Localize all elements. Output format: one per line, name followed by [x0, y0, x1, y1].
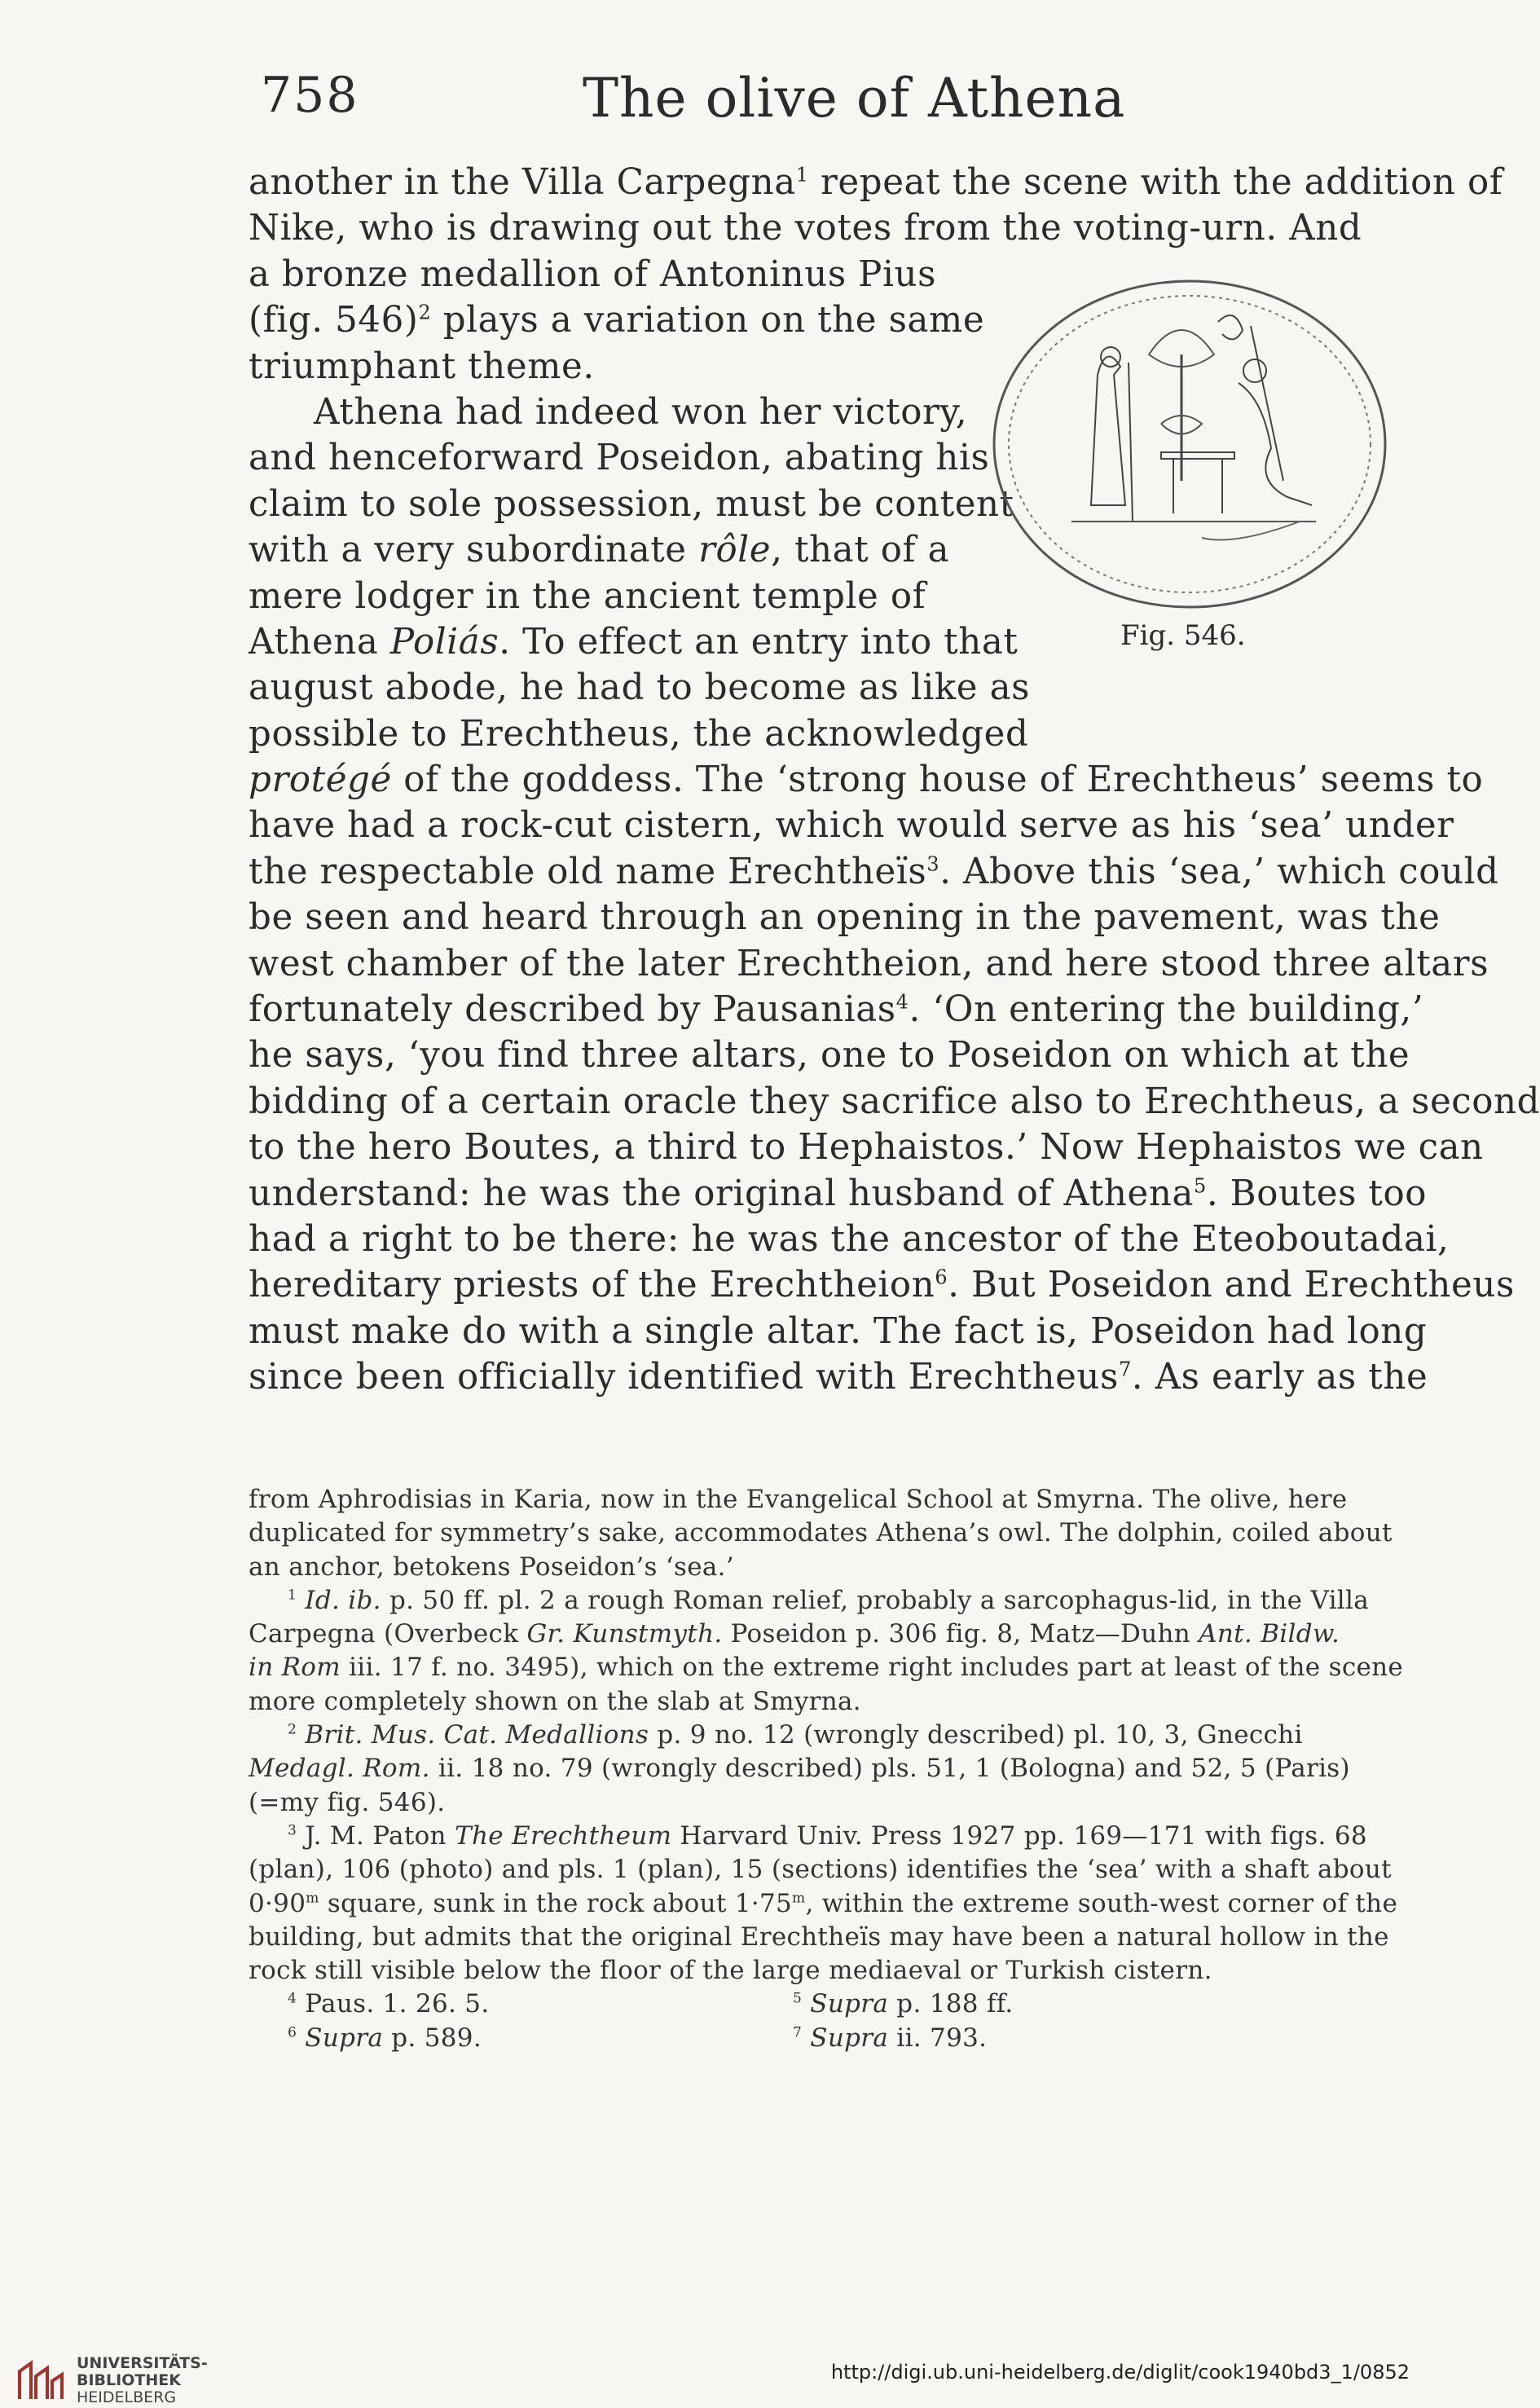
text-line: had a right to be there: he was the ancestor of the Eteoboutadai, — [249, 1218, 1450, 1260]
footnote-line: from Aphrodisias in Karia, now in the Evangelical School at Smyrna. The olive, here — [249, 1485, 1348, 1514]
footnote-6: $^6$ Supra p. 589. — [288, 2023, 482, 2053]
page-header — [261, 67, 1385, 140]
text-line: protégé of the goddess. The ‘strong house of Erechtheus’ seems to — [249, 759, 1484, 801]
library-logo-icon — [16, 2360, 65, 2402]
text-line: the respectable old name Erechtheïs$^3$. Above this ‘sea,’ which could — [249, 851, 1499, 892]
text-line: he says, ‘you find three altars, one to Poseidon on which at the — [249, 1035, 1410, 1076]
footnote-7: $^7$ Supra ii. 793. — [793, 2023, 988, 2053]
text-line: mere lodger in the ancient temple of — [249, 575, 926, 617]
running-title: The olive of Athena — [583, 67, 1126, 130]
figure-546 — [974, 277, 1397, 685]
source-url[interactable]: http://digi.ub.uni-heidelberg.de/diglit/cook1940bd3_1/0852 — [830, 2361, 1410, 2384]
text-line: understand: he was the original husband of Athena$^5$. Boutes too — [249, 1173, 1428, 1214]
footnote-3: $^3$ J. M. Paton The Erechtheum Harvard Univ. Press 1927 pp. 169—171 with figs. 68 — [288, 1820, 1367, 1851]
text-line: Athena Poliás. To effect an entry into that — [249, 621, 1019, 663]
text-line: august abode, he had to become as like as — [249, 667, 1031, 709]
page-number: 758 — [261, 67, 359, 124]
footnote-line: more completely shown on the slab at Smyrna. — [249, 1686, 861, 1716]
library-logo — [16, 2355, 208, 2406]
footnote-2: $^2$ Brit. Mus. Cat. Medallions p. 9 no. 12 (wrongly described) pl. 10, 3, Gnecchi — [288, 1720, 1303, 1750]
text-line: must make do with a single altar. The fact is, Poseidon had long — [249, 1310, 1428, 1352]
text-line: a bronze medallion of Antoninus Pius — [249, 253, 937, 295]
figure-caption: Fig. 546. — [1120, 619, 1246, 652]
text-line: (fig. 546)$^2$ plays a variation on the same — [249, 300, 985, 341]
library-logo-text: UNIVERSITÄTS- BIBLIOTHEK HEIDELBERG — [77, 2354, 208, 2406]
text-line: Athena had indeed won her victory, — [314, 391, 968, 433]
footnote-line: Medagl. Rom. ii. 18 no. 79 (wrongly described) pls. 51, 1 (Bologna) and 52, 5 (Paris) — [249, 1754, 1350, 1784]
text-line: to the hero Boutes, a third to Hephaistos.’ Now Hephaistos we can — [249, 1127, 1484, 1169]
footnote-4: $^4$ Paus. 1. 26. 5. — [288, 1989, 490, 2019]
footnote-line: rock still visible below the floor of the large mediaeval or Turkish cistern. — [249, 1956, 1212, 1986]
footnote-line: duplicated for symmetry’s sake, accommodates Athena’s owl. The dolphin, coiled about — [249, 1518, 1393, 1548]
footnote-refs-row — [249, 2022, 1389, 2055]
text-line: with a very subordinate rôle, that of a — [249, 530, 950, 571]
footnotes — [249, 1483, 1404, 2055]
text-line: have had a rock-cut cistern, which would serve as his ‘sea’ under — [249, 805, 1454, 847]
footnote-line: Carpegna (Overbeck Gr. Kunstmyth. Poseidon p. 306 fig. 8, Matz—Duhn Ant. Bildw. — [249, 1619, 1340, 1649]
text-line: Nike, who is drawing out the votes from the voting-urn. And — [249, 208, 1362, 249]
text-line: fortunately described by Pausanias$^4$. ‘On entering the building,’ — [249, 989, 1424, 1031]
text-line: since been officially identified with Erechtheus$^7$. As early as the — [249, 1357, 1428, 1398]
text-line: west chamber of the later Erechtheion, and here stood three altars — [249, 943, 1489, 984]
footnote-refs-row — [249, 1988, 1389, 2021]
footnote-line: building, but admits that the original Erechtheïs may have been a natural hollow in the — [249, 1922, 1389, 1952]
footnote-line: $0\cdot 90^m$ square, sunk in the rock about $1\cdot 75^m$, within the extreme south-west corner of the — [249, 1888, 1398, 1918]
text-line: possible to Erechtheus, the acknowledged — [249, 713, 1029, 755]
footnote-line: an anchor, betokens Poseidon’s ‘sea.’ — [249, 1552, 734, 1582]
text-line: be seen and heard through an opening in the pavement, was the — [249, 897, 1441, 939]
footnote-line: (=my fig. 546). — [249, 1787, 446, 1817]
footnote-5: $^5$ Supra p. 188 ff. — [793, 1989, 1014, 2019]
medallion-illustration — [974, 277, 1397, 619]
text-line: another in the Villa Carpegna$^1$ repeat the scene with the addition of — [249, 162, 1503, 203]
text-line: bidding of a certain oracle they sacrifice also to Erechtheus, a second — [249, 1081, 1540, 1122]
text-line: and henceforward Poseidon, abating his — [249, 438, 990, 479]
text-line: triumphant theme. — [249, 346, 595, 387]
footnote-1: $^1$ Id. ib. p. 50 ff. pl. 2 a rough Roman relief, probably a sarcophagus-lid, in the Villa — [288, 1585, 1370, 1615]
footnote-line: in Rom iii. 17 f. no. 3495), which on the extreme right includes part at least of the scene — [249, 1653, 1404, 1683]
text-line: claim to sole possession, must be content — [249, 483, 1014, 525]
footnote-line: (plan), 106 (photo) and pls. 1 (plan), 15 (sections) identifies the ‘sea’ with a shaft about — [249, 1855, 1392, 1885]
text-line: hereditary priests of the Erechtheion$^6$. But Poseidon and Erechtheus — [249, 1265, 1515, 1306]
